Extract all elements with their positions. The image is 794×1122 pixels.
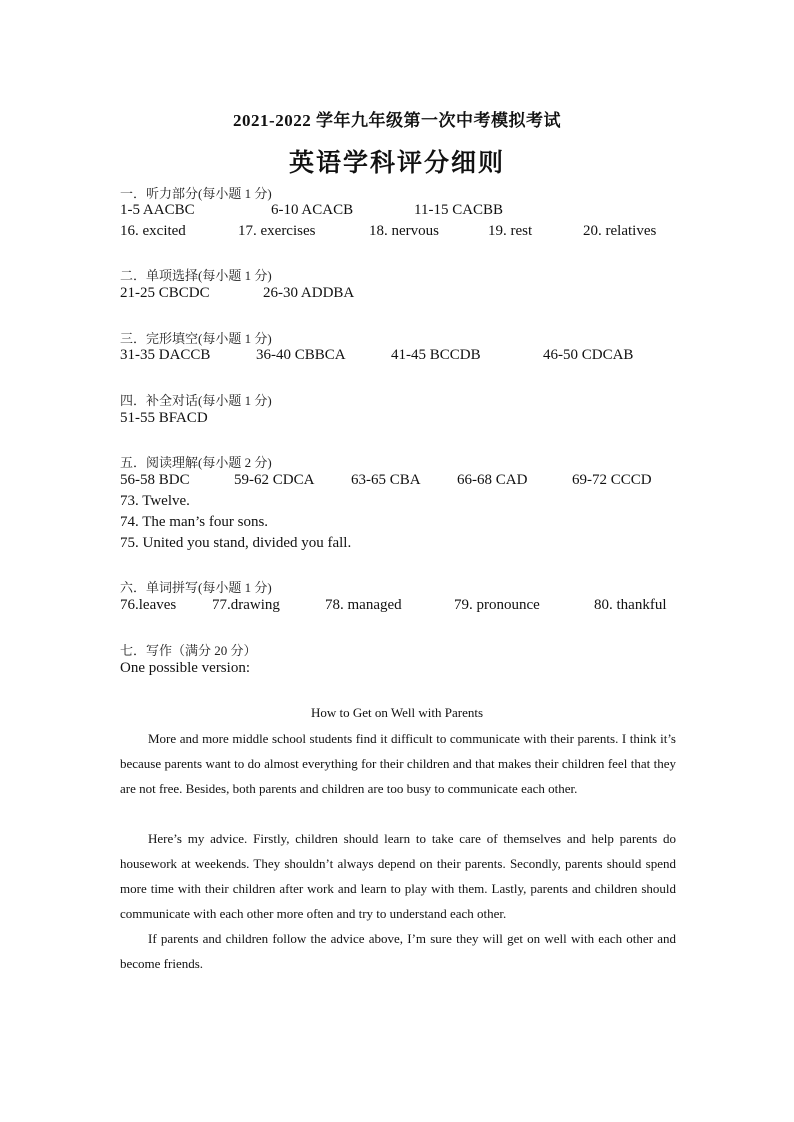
- answer-item: 80. thankful: [594, 597, 667, 613]
- answer-group: 1-5 AACBC: [120, 202, 195, 218]
- section-heading-listening: 一．听力部分(每小题 1 分): [120, 186, 272, 201]
- essay-paragraph: Here’s my advice. Firstly, children should learn to take care of themselves and help parents do housework at weekends. They shouldn’t always depend on their parents. Secondly, parents should spend more time with their children after work and learn to play with them. Lastly, parents and children should communicate with each other more often and try to understand each other.: [120, 831, 676, 921]
- answer-item: 20. relatives: [583, 223, 657, 239]
- writing-intro: One possible version:: [120, 660, 250, 676]
- answer-item: 16. excited: [120, 223, 186, 239]
- essay-title: How to Get on Well with Parents: [310, 705, 484, 720]
- essay-paragraph: More and more middle school students find it difficult to communicate with their parents. I think it’s because parents want to do almost everything for their children and that makes their children feel that they are not free. Besides, both parents and children are too busy to communicate each other.: [120, 731, 676, 796]
- section-heading-writing: 七．写作（满分 20 分）: [120, 643, 257, 658]
- section-heading-dialogue: 四．补全对话(每小题 1 分): [120, 393, 272, 408]
- section-heading-cloze: 三．完形填空(每小题 1 分): [120, 331, 272, 346]
- answer-line: 73. Twelve.: [120, 493, 190, 509]
- answer-group: 63-65 CBA: [351, 472, 421, 488]
- answer-row: [0, 202, 794, 222]
- essay-paragraph: If parents and children follow the advice above, I’m sure they will get on well with each other and become friends.: [120, 931, 676, 971]
- section-heading-reading: 五．阅读理解(每小题 2 分): [120, 455, 272, 470]
- answer-item: 78. managed: [325, 597, 402, 613]
- answer-group: 21-25 CBCDC: [120, 285, 210, 301]
- answer-row: [0, 597, 794, 617]
- answer-line: 74. The man’s four sons.: [120, 514, 269, 530]
- answer-row: [0, 347, 794, 367]
- answer-row: [0, 410, 794, 430]
- answer-group: 46-50 CDCAB: [543, 347, 634, 363]
- section-heading-choice: 二．单项选择(每小题 1 分): [120, 268, 272, 283]
- answer-item: 77.drawing: [212, 597, 280, 613]
- answer-item: 76.leaves: [120, 597, 177, 613]
- answer-group: 41-45 BCCDB: [391, 347, 481, 363]
- answer-item: 79. pronounce: [454, 597, 540, 613]
- answer-line: 75. United you stand, divided you fall.: [120, 535, 352, 551]
- answer-group: 56-58 BDC: [120, 472, 190, 488]
- answer-item: 17. exercises: [238, 223, 316, 239]
- answer-group: 6-10 ACACB: [271, 202, 354, 218]
- answer-group: 26-30 ADDBA: [263, 285, 355, 301]
- answer-group: 66-68 CAD: [457, 472, 528, 488]
- answer-group: 36-40 CBBCA: [256, 347, 346, 363]
- page-title: 英语学科评分细则: [288, 150, 505, 177]
- answer-group: 51-55 BFACD: [120, 410, 208, 426]
- exam-title: 2021-2022 学年九年级第一次中考模拟考试: [233, 111, 561, 130]
- section-heading-spelling: 六．单词拼写(每小题 1 分): [120, 580, 272, 595]
- answer-row: [0, 285, 794, 305]
- answer-group: 69-72 CCCD: [572, 472, 652, 488]
- answer-item: 19. rest: [488, 223, 533, 239]
- answer-row: [0, 472, 794, 492]
- answer-group: 11-15 CACBB: [414, 202, 504, 218]
- answer-item: 18. nervous: [369, 223, 439, 239]
- answer-group: 31-35 DACCB: [120, 347, 211, 363]
- answer-group: 59-62 CDCA: [234, 472, 315, 488]
- answer-row: [0, 223, 794, 243]
